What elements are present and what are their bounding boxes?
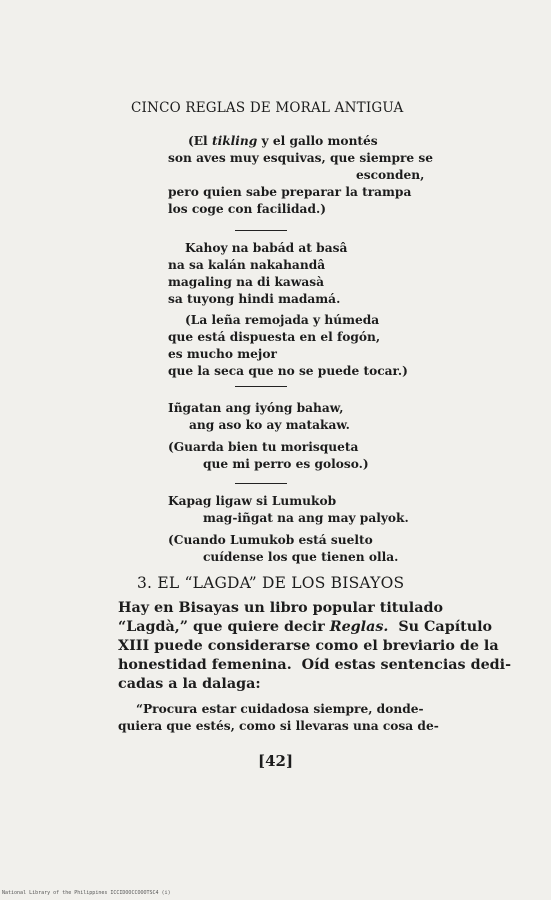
verse-line: (Guarda bien tu morisqueta	[168, 440, 359, 454]
verse-line: magaling na di kawasà	[168, 275, 324, 289]
quote-line: quiera que estés, como si llevaras una cosa de-	[118, 719, 439, 733]
verse-italic: tikling	[211, 134, 258, 148]
paragraph-text: “Lagdà,” que quiere decir	[118, 619, 330, 635]
page-number: [42]	[258, 752, 294, 770]
divider-rule	[235, 483, 287, 484]
verse-text: y el gallo montés	[257, 134, 378, 148]
paragraph-italic: Reglas.	[329, 619, 389, 635]
verse-line: na sa kalán nakahandâ	[168, 258, 326, 272]
verse-line: que mi perro es goloso.)	[203, 457, 369, 471]
verse-line: es mucho mejor	[168, 347, 277, 361]
paragraph-line: honestidad femenina. Oíd estas sentencias dedi-	[118, 657, 512, 673]
verse-line: Kahoy na babád at basâ	[185, 241, 348, 255]
verse-line: que está dispuesta en el fogón,	[168, 330, 381, 344]
verse-line: Iñgatan ang iyóng bahaw,	[168, 401, 344, 415]
verse-text: (El	[188, 134, 212, 148]
verse-line: que la seca que no se puede tocar.)	[168, 364, 408, 378]
verse-line: sa tuyong hindi madamá.	[168, 292, 341, 306]
paragraph-line	[118, 618, 492, 636]
paragraph-line: cadas a la dalaga:	[118, 676, 261, 692]
verse-line: ang aso ko ay matakaw.	[189, 418, 350, 432]
verse-line: cuídense los que tienen olla.	[203, 550, 399, 564]
paragraph-text: Su Capítulo	[388, 619, 493, 635]
verse-line: pero quien sabe preparar la trampa	[168, 185, 412, 199]
verse-line	[188, 134, 378, 149]
running-header: CINCO REGLAS DE MORAL ANTIGUA	[131, 100, 404, 116]
quote-line: “Procura estar cuidadosa siempre, donde-	[136, 702, 424, 716]
verse-line: son aves muy esquivas, que siempre se	[168, 151, 434, 165]
section-title: 3. EL “LAGDA” DE LOS BISAYOS	[137, 574, 405, 592]
verse-line: los coge con facilidad.)	[168, 202, 326, 216]
paragraph-line: Hay en Bisayas un libro popular titulado	[118, 600, 444, 616]
verse-line: mag-iñgat na ang may palyok.	[203, 511, 409, 525]
verse-line: (Cuando Lumukob está suelto	[168, 533, 373, 547]
verse-line: esconden,	[356, 168, 425, 182]
paragraph-line: XIII puede considerarse como el breviario de la	[118, 638, 499, 654]
verse-line: (La leña remojada y húmeda	[185, 313, 380, 327]
verse-line: Kapag ligaw si Lumukob	[168, 494, 337, 508]
divider-rule	[235, 386, 287, 387]
scan-footer: National Library of the Philippines ICCIDOOCCOOOTSC4 (i)	[2, 890, 171, 896]
divider-rule	[235, 230, 287, 231]
